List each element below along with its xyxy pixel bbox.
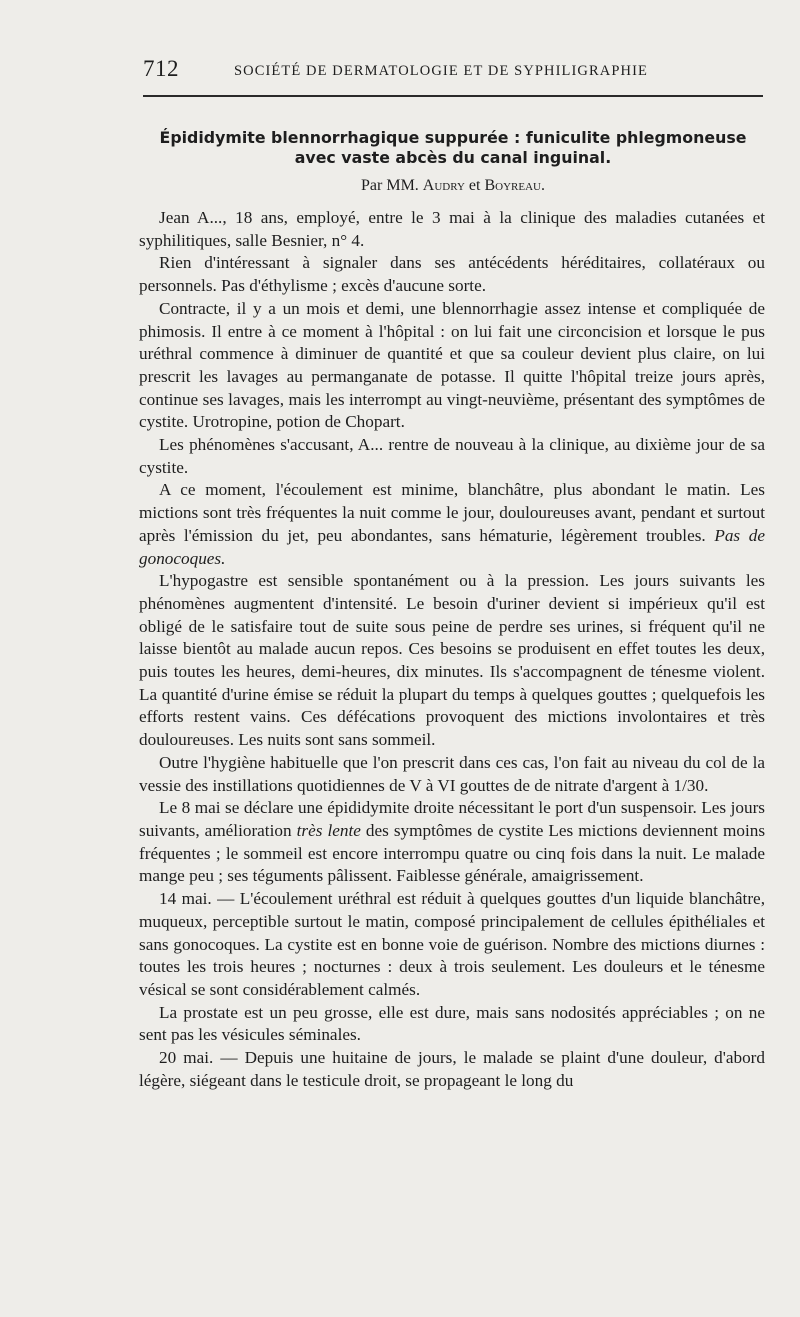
author-boyreau: Boyreau. bbox=[484, 177, 545, 194]
paragraph-8-text: Le 8 mai se déclare une épididymite droite nécessitant le port d'un suspensoir. Les jours suivants, amélioration bbox=[139, 798, 765, 840]
paragraph-5-text: A ce moment, l'écoulement est minime, blanchâtre, plus abondant le matin. Les mictions sont très fréquentes la nuit comme le jour, douloureuses avant, pendant et surtout après l'émission du jet, peu abondantes, sans hématurie, légèrement troubles. bbox=[139, 480, 765, 545]
paragraph-7: Outre l'hygiène habituelle que l'on prescrit dans ces cas, l'on fait au niveau du col de la vessie des instillations quotidiennes de V à VI gouttes de de nitrate d'argent à 1/30. bbox=[139, 752, 765, 795]
article-title bbox=[143, 128, 763, 168]
paragraph-8-italic: très lente bbox=[296, 820, 361, 840]
article-title-line-1: Épididymite blennorrhagique suppurée : funiculite phlegmoneuse bbox=[159, 128, 747, 147]
paragraph-8-after: des symptômes de cystite Les mictions deviennent moins fréquentes ; le sommeil est encore interrompu quatre ou cinq fois dans la nuit. Le malade mange peu ; ses téguments pâlissent. Faiblesse générale, amaigrissement. bbox=[139, 820, 766, 886]
paragraph-1: Jean A..., 18 ans, employé, entre le 3 mai à la clinique des maladies cutanées et syphilitiques, salle Besnier, n° 4. bbox=[139, 208, 765, 250]
page-number: 712 bbox=[143, 56, 179, 81]
paragraph-8 bbox=[139, 797, 765, 888]
header-rule bbox=[143, 95, 763, 97]
paragraph-9: 14 mai. — L'écoulement uréthral est réduit à quelques gouttes d'un liquide blanchâtre, muqueux, perceptible surtout le matin, composé principalement de cellules épithéliales et sans gonocoques. La cystite est en bonne voie de guérison. Nombre des mictions diurnes : toutes les trois heures ; nocturnes : deux à trois seulement. Les douleurs et le ténesme vésical se sont considérablement calmés. bbox=[139, 889, 765, 999]
author-audry: Audry bbox=[422, 177, 465, 194]
paragraph-4: Les phénomènes s'accusant, A... rentre de nouveau à la clinique, au dixième jour de sa cystite. bbox=[139, 435, 765, 477]
byline-and: et bbox=[468, 177, 481, 194]
byline-prefix: Par MM. bbox=[361, 177, 419, 194]
page-header bbox=[143, 56, 763, 90]
paragraph-3: Contracte, il y a un mois et demi, une blennorrhagie assez intense et compliquée de phimosis. Il entre à ce moment à l'hôpital : on lui fait une circoncision et lorsque le pus uréthral commence à diminuer de quantité et que sa couleur devient plus claire, on lui prescrit les lavages au permanganate de potasse. Il quitte l'hôpital treize jours après, continue ses lavages, mais les interrompt au vingt-neuvième, présentant des symptômes de cystite. Urotropine, potion de Chopart. bbox=[139, 298, 765, 432]
paragraph-2: Rien d'intéressant à signaler dans ses antécédents héréditaires, collatéraux ou personnels. Pas d'éthylisme ; excès d'aucune sorte. bbox=[139, 253, 765, 296]
paragraph-5 bbox=[139, 479, 765, 570]
article-body bbox=[139, 207, 765, 1092]
byline bbox=[143, 177, 763, 195]
paragraph-6: L'hypogastre est sensible spontanément ou à la pression. Les jours suivants les phénomènes augmentent d'intensité. Le besoin d'uriner devient si impérieux qu'il est obligé de le satisfaire tout de suite sous peine de perdre ses urines, si fréquent qu'il ne laisse bientôt au malade aucun repos. Ces besoins se produisent en effet toutes les deux, puis toutes les heures, demi-heures, dix minutes. Ils s'accompagnent de ténesme violent. La quantité d'urine émise se réduit la plupart du temps à quelques gouttes ; quelquefois les efforts restent vains. Ces défécations provoquent des mictions involontaires et très douloureuses. Les nuits sont sans sommeil. bbox=[139, 571, 765, 750]
article-title-line-2: avec vaste abcès du canal inguinal. bbox=[294, 148, 612, 167]
paragraph-11: 20 mai. — Depuis une huitaine de jours, le malade se plaint d'une douleur, d'abord légère, siégeant dans le testicule droit, se propageant le long du bbox=[139, 1048, 765, 1090]
paragraph-10: La prostate est un peu grosse, elle est dure, mais sans nodosités appréciables ; on ne sent pas les vésicules séminales. bbox=[139, 1002, 765, 1045]
running-title: SOCIÉTÉ DE DERMATOLOGIE ET DE SYPHILIGRAPHIE bbox=[234, 63, 648, 79]
paragraph-5-italic: Pas de gonocoques. bbox=[139, 525, 765, 568]
